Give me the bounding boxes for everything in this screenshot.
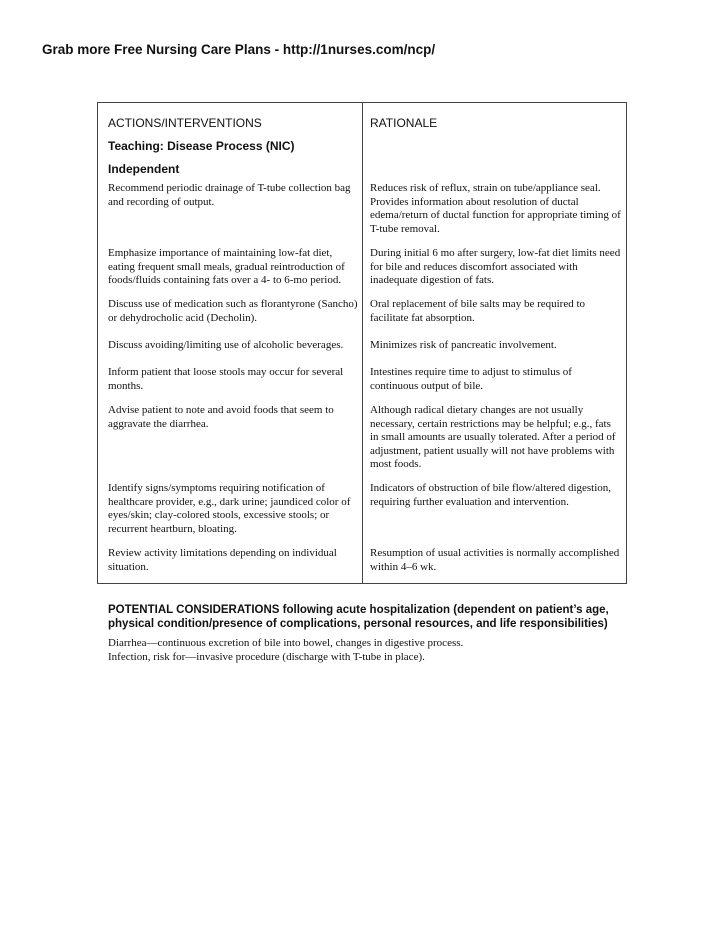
diagnosis-item: Infection, risk for—invasive procedure (discharge with T-tube in place). [108,651,425,663]
rationale-cell: Oral replacement of bile salts may be required to facilitate fat absorption. [370,298,586,324]
action-cell: Discuss avoiding/limiting use of alcoholic beverages. [108,339,344,351]
subsection-title: Independent [108,162,180,176]
action-cell: Review activity limitations depending on individual situation. [108,547,337,573]
actions-column-header: ACTIONS/INTERVENTIONS [108,116,262,130]
action-cell: Emphasize importance of maintaining low-fat diet, eating frequent small meals, gradual reintroduction of foods/fluids containing fats over a 4- to 6-mo period. [108,247,345,286]
rationale-cell: During initial 6 mo after surgery, low-fat diet limits need for bile and reduces discomfort associated with inadequate digestion of fats. [370,247,621,286]
potential-considerations [108,603,628,631]
rationale-column-header: RATIONALE [370,116,438,130]
diagnosis-item: Diarrhea—continuous excretion of bile into bowel, changes in digestive process. [108,637,464,649]
rationale-cell: Minimizes risk of pancreatic involvement. [370,339,557,351]
action-cell: Advise patient to note and avoid foods that seem to aggravate the diarrhea. [108,404,334,430]
action-cell: Inform patient that loose stools may occur for several months. [108,366,344,392]
action-cell: Identify signs/symptoms requiring notification of healthcare provider, e.g., dark urine; jaundiced color of eyes/skin; clay-colored stools, excessive stools; or recurrent heartburn, bloating. [108,482,351,535]
rationale-cell: Reduces risk of reflux, strain on tube/appliance seal. Provides information about resolution of ductal edema/return of ductal function for appropriate timing of T-tube removal. [370,182,621,235]
column-divider [362,102,363,584]
rationale-cell: Indicators of obstruction of bile flow/altered digestion, requiring further evaluation and intervention. [370,482,612,508]
action-cell: Discuss use of medication such as florantyrone (Sancho) or dehydrocholic acid (Decholin). [108,298,358,324]
section-title: Teaching: Disease Process (NIC) [108,139,295,153]
rationale-cell: Although radical dietary changes are not usually necessary, certain restrictions may be helpful; e.g., fats in small amounts are usually tolerated. After a period of adjustment, patient usually will not have problems with most foods. [370,404,616,470]
rationale-cell: Intestines require time to adjust to stimulus of continuous output of bile. [370,366,572,392]
potential-heading-rest: following acute hospitalization (dependent on patient’s age, physical condition/presence of complications, personal resources, and life responsibilities) [108,604,609,630]
potential-heading: POTENTIAL CONSIDERATIONS [108,604,280,616]
action-cell: Recommend periodic drainage of T-tube collection bag and recording of output. [108,182,351,208]
rationale-cell: Resumption of usual activities is normally accomplished within 4–6 wk. [370,547,620,573]
page-header: Grab more Free Nursing Care Plans - http://1nurses.com/ncp/ [42,42,436,57]
